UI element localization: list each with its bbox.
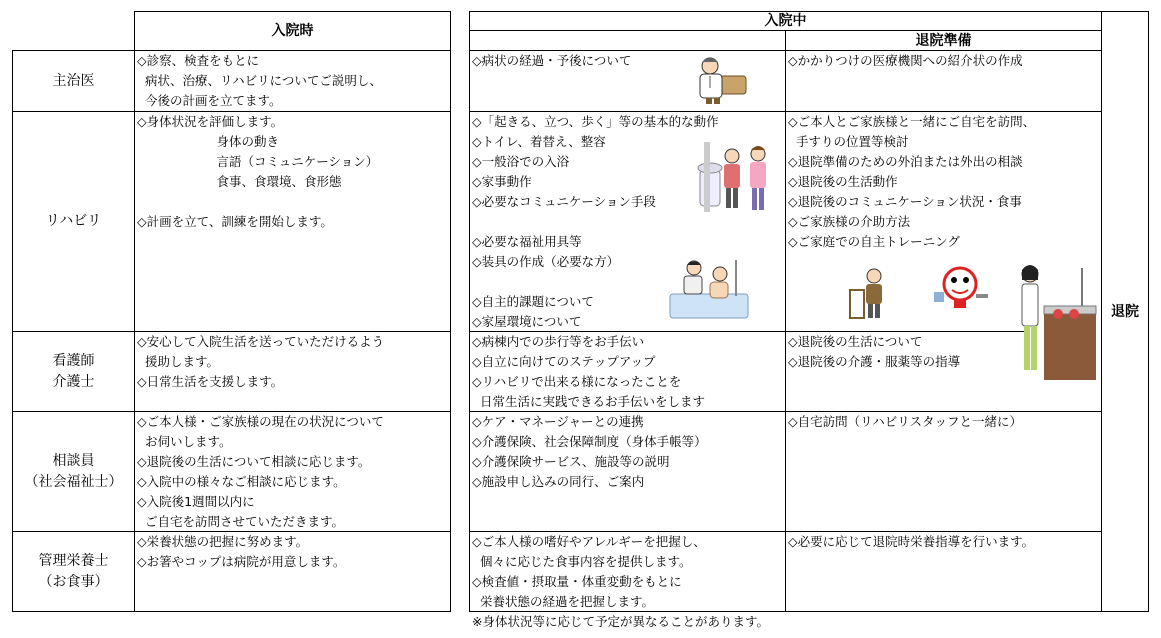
during-nurse-text: ◇病棟内での歩行等をお手伝い ◇自立に向けてのステップアップ ◇リハビリで出来る様になったことを 日常生活に実践できるお手伝いをします — [472, 334, 705, 409]
walker-elder-illustration-icon — [846, 266, 892, 320]
during-rehab-text-c: ◇自主的課題について ◇家屋環境について — [472, 294, 594, 329]
prep-doctor-text: ◇かかりつけの医療機関への紹介状の作成 — [788, 53, 1023, 68]
toilet-assist-illustration-icon — [696, 140, 774, 216]
header-admission: 入院時 — [271, 23, 314, 39]
during-counselor-text: ◇ケア・マネージャーとの連携 ◇介護保険、社会保障制度（身体手帳等） ◇介護保険サービス、施設等の説明 ◇施設申し込みの同行、ご案内 — [472, 414, 707, 489]
role-counselor-line2: （社会福祉士） — [24, 474, 123, 490]
mascot-illustration-icon — [930, 264, 992, 310]
grid-line — [12, 611, 451, 612]
role-dietitian-line2: （お食事） — [38, 574, 109, 590]
grid-line — [1148, 11, 1149, 612]
role-rehab: リハビリ — [45, 213, 102, 229]
prep-dietitian-text: ◇必要に応じて退院時栄養指導を行います。 — [788, 534, 1035, 549]
prep-nurse-text: ◇退院後の生活について ◇退院後の介護・服薬等の指導 — [788, 334, 961, 369]
footnote: ※身体状況等に応じて予定が異なることがあります。 — [472, 614, 769, 629]
during-rehab-text-b: ◇必要な福祉用具等 ◇装具の作成（必要な方） — [472, 234, 620, 269]
grid-line — [450, 11, 451, 612]
header-discharge-prep: 退院準備 — [915, 33, 972, 49]
during-doctor-text: ◇病状の経過・予後について — [472, 53, 632, 68]
role-dietitian-line1: 管理栄養士 — [38, 553, 109, 569]
grid-line — [134, 11, 135, 612]
role-nurse-line1: 看護師 — [52, 353, 95, 369]
prep-rehab-text: ◇ご本人とご家族様と一緒にご自宅を訪問、 手すりの位置等検討 ◇退院準備のための外泊または外出の相談 ◇退院後の生活動作 ◇退院後のコミュニケーション状況・食事 ◇ご家族様の介助方法 ◇ご家庭での自主トレーニング — [788, 114, 1036, 249]
prep-counselor-text: ◇自宅訪問（リハビリスタッフと一緒に） — [788, 414, 1022, 429]
bath-assist-illustration-icon — [668, 256, 750, 320]
admission-dietitian-text: ◇栄養状態の把握に努めます。 ◇お箸やコップは病院が用意します。 — [137, 534, 346, 569]
role-counselor-line1: 相談員 — [52, 453, 95, 469]
role-nurse-line2: 介護士 — [52, 374, 95, 390]
kitchen-woman-illustration-icon — [1018, 262, 1098, 380]
during-dietitian-text: ◇ご本人様の嗜好やアレルギーを把握し、 個々に応じた食事内容を提供します。 ◇検査値・摂取量・体重変動をもとに 栄養状態の経過を把握します。 — [472, 534, 706, 609]
grid-line — [469, 11, 470, 612]
grid-line — [785, 611, 1149, 612]
admission-doctor-text: ◇診察、検査をもとに 病状、治療、リハビリについてご説明し、 今後の計画を立てます。 — [137, 53, 382, 108]
admission-counselor-text: ◇ご本人様・ご家族様の現在の状況について お伺いします。 ◇退院後の生活について相談に応じます。 ◇入院中の様々なご相談に応じます。 ◇入院後1週間以内に ご自宅を訪問させていただきます。 — [137, 414, 384, 529]
grid-line — [785, 30, 786, 612]
admission-rehab-text: ◇身体状況を評価します。 身体の動き 言語（コミュニケーション） 食事、食環境、食形態 ◇計画を立て、訓練を開始します。 — [137, 114, 379, 229]
doctor-illustration-icon — [688, 54, 750, 106]
admission-nurse-text: ◇安心して入院生活を送っていただけるよう 援助します。 ◇日常生活を支援します。 — [137, 334, 385, 389]
header-discharge: 退院 — [1111, 304, 1139, 320]
during-rehab-text-a: ◇「起きる、立つ、歩く」等の基本的な動作 ◇トイレ、着替え、整容 ◇一般浴での入浴 ◇家事動作 ◇必要なコミュニケーション手段 — [472, 114, 719, 209]
role-doctor: 主治医 — [52, 73, 95, 89]
grid-line — [134, 11, 451, 12]
header-during: 入院中 — [764, 13, 807, 29]
